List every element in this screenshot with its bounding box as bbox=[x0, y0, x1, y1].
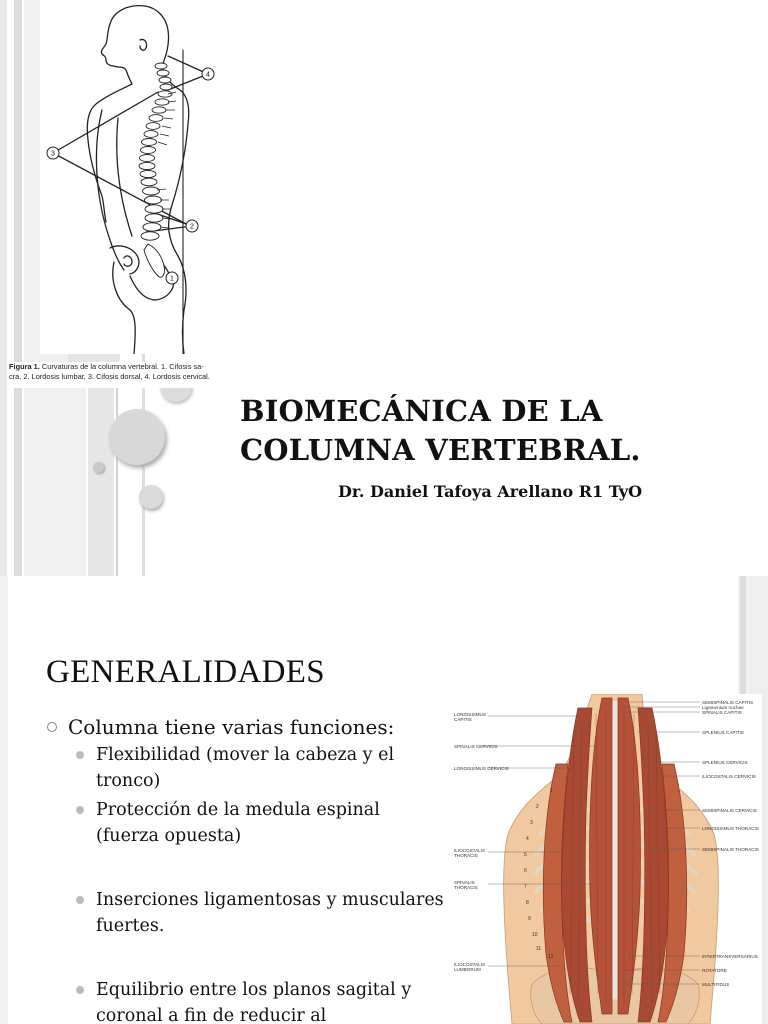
caption-text: Curvaturas de la columna vertebral. 1. Cifosis sa- bbox=[41, 362, 204, 371]
sub-bullet-item bbox=[76, 742, 446, 794]
marker-label: 3 bbox=[51, 150, 55, 158]
anatomy-label: ILIOCOSTALIS LUMBORUM bbox=[454, 962, 486, 972]
anatomy-label: Ligamentum nuchae bbox=[702, 705, 744, 710]
anatomy-label: LONGISSIMUS CERVICIS bbox=[454, 766, 509, 771]
anatomy-label: SPLENIUS CAPITIS bbox=[702, 730, 744, 735]
anatomy-label: SEMISPINALIS CAPITIS bbox=[702, 700, 754, 705]
caption-label: Figura 1. bbox=[9, 362, 40, 371]
rib-number: 1 bbox=[550, 788, 553, 794]
decor-circle bbox=[109, 409, 165, 465]
ring-bullet-icon bbox=[47, 722, 57, 732]
dot-bullet-icon bbox=[76, 896, 84, 904]
anatomy-label: ILIOCOSTALIS THORACIS bbox=[454, 848, 486, 858]
decor-stripe bbox=[0, 0, 7, 576]
anatomy-label: ILIOCOSTALIS CERVICIS bbox=[702, 774, 756, 779]
sub-bullet-item bbox=[76, 977, 446, 1024]
bullet-text: Columna tiene varias funciones: bbox=[68, 715, 395, 739]
rib-number: 4 bbox=[526, 836, 529, 842]
anatomy-label: ROTATORE bbox=[702, 968, 727, 973]
rib-number: 12 bbox=[548, 954, 554, 960]
rib-number: 7 bbox=[524, 884, 527, 890]
back-muscles-drawing bbox=[452, 694, 762, 1024]
rib-number: 3 bbox=[530, 820, 533, 826]
slide-title-line: COLUMNA VERTEBRAL. bbox=[240, 433, 641, 467]
spine-curvature-figure bbox=[40, 0, 218, 354]
anatomy-label: SPINALIS CAPITIS bbox=[702, 710, 742, 715]
anatomy-label: SPLENIUS CERVICIS bbox=[702, 760, 748, 765]
anatomy-label: LONGISSIMUS THORACIS bbox=[702, 826, 759, 831]
anatomy-label: INTERTRANSVERSARIUS bbox=[702, 954, 758, 959]
spine-curvature-drawing bbox=[40, 0, 218, 354]
sub-bullet-text: Equilibrio entre los planos sagital y coronal a fin de reducir al bbox=[96, 980, 412, 1024]
slide-title bbox=[240, 392, 740, 470]
author-name: Dr. Daniel Tafoya Arellano R1 TyO bbox=[338, 482, 643, 501]
sub-bullet-item bbox=[76, 887, 446, 939]
dot-bullet-icon bbox=[76, 986, 84, 994]
dot-bullet-icon bbox=[76, 806, 84, 814]
rib-number: 5 bbox=[524, 852, 527, 858]
sub-bullet-text: Inserciones ligamentosas y musculares fuertes. bbox=[96, 890, 444, 936]
dot-bullet-icon bbox=[76, 751, 84, 759]
rib-number: 8 bbox=[526, 900, 529, 906]
marker-label: 2 bbox=[190, 223, 194, 231]
anatomy-label: SPINALIS THORACIS bbox=[454, 880, 478, 890]
decor-circle bbox=[139, 485, 163, 509]
anatomy-label: MULTIFIDUS bbox=[702, 982, 730, 987]
rib-number: 9 bbox=[528, 916, 531, 922]
back-muscles-illustration bbox=[452, 694, 762, 1024]
rib-number: 2 bbox=[536, 804, 539, 810]
anatomy-label: SEMISPINALIS THORACIS bbox=[702, 847, 759, 852]
content-slide bbox=[0, 576, 768, 1024]
slide-title-line: BIOMECÁNICA DE LA bbox=[240, 394, 603, 428]
sub-bullet-text: Protección de la medula espinal (fuerza opuesta) bbox=[96, 800, 380, 846]
bullet-item bbox=[46, 714, 446, 740]
rib-number: 10 bbox=[532, 932, 538, 938]
decor-circle bbox=[93, 462, 104, 473]
sub-bullet-item bbox=[76, 797, 446, 849]
anatomy-label: LONGISSIMUS CAPITIS bbox=[454, 712, 486, 722]
section-title: GENERALIDADES bbox=[46, 654, 325, 690]
marker-label: 1 bbox=[170, 275, 174, 283]
rib-number: 6 bbox=[524, 868, 527, 874]
decor-stripe bbox=[14, 0, 22, 576]
rib-number: 11 bbox=[536, 946, 542, 952]
bullet-list bbox=[46, 714, 446, 1024]
figure-caption bbox=[9, 362, 249, 388]
caption-text: cra, 2. Lordosis lumbar, 3. Cifosis dorsal, 4. Lordosis cervical. bbox=[9, 372, 210, 381]
anatomy-label: SEMISPINALIS CERVICIS bbox=[702, 808, 757, 813]
sub-bullet-text: Flexibilidad (mover la cabeza y el tronco) bbox=[96, 745, 395, 791]
marker-label: 4 bbox=[206, 71, 210, 79]
anatomy-label: SPINALIS CERVICIS bbox=[454, 744, 498, 749]
